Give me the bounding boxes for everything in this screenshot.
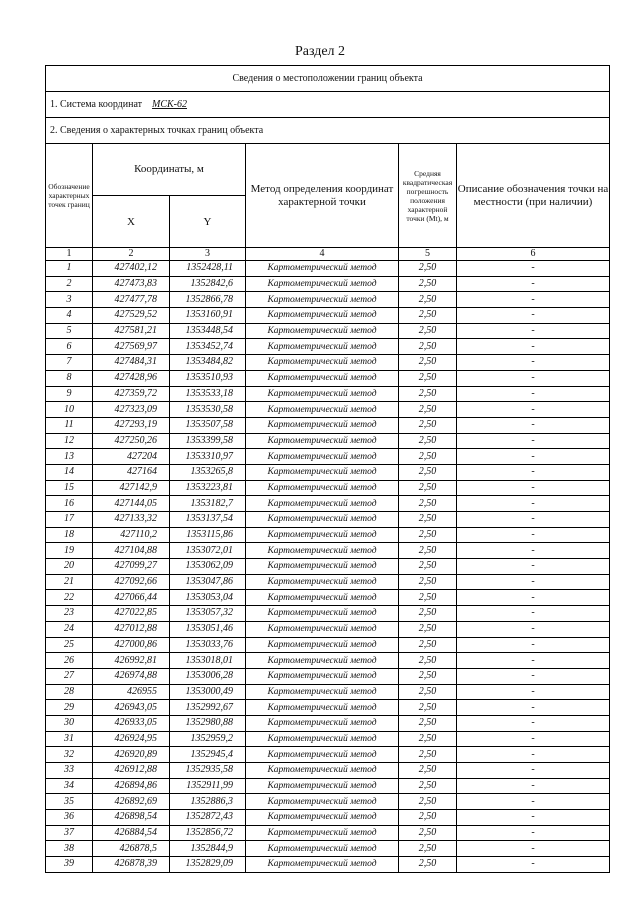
- x-coordinate: 427104,88: [93, 543, 170, 559]
- y-coordinate: 1353265,8: [170, 464, 246, 480]
- x-coordinate: 427110,2: [93, 527, 170, 543]
- table-row: [46, 810, 610, 826]
- header-point-id: Обозначение характерных точек границ: [46, 144, 93, 248]
- table-row: [46, 308, 610, 324]
- y-coordinate: 1352945,4: [170, 747, 246, 763]
- column-number: 5: [399, 248, 457, 261]
- y-coordinate: 1353018,01: [170, 653, 246, 669]
- point-number: 16: [46, 496, 93, 512]
- point-number: 3: [46, 292, 93, 308]
- method-cell: Картометрический метод: [246, 276, 399, 292]
- y-coordinate: 1352866,78: [170, 292, 246, 308]
- error-cell: 2,50: [399, 386, 457, 402]
- x-coordinate: 427000,86: [93, 637, 170, 653]
- x-coordinate: 427529,52: [93, 308, 170, 324]
- x-coordinate: 427581,21: [93, 323, 170, 339]
- table-row: [46, 261, 610, 277]
- point-number: 24: [46, 621, 93, 637]
- method-cell: Картометрический метод: [246, 512, 399, 528]
- y-coordinate: 1353072,01: [170, 543, 246, 559]
- error-cell: 2,50: [399, 857, 457, 873]
- y-coordinate: 1353062,09: [170, 559, 246, 575]
- method-cell: Картометрический метод: [246, 559, 399, 575]
- point-number: 6: [46, 339, 93, 355]
- y-coordinate: 1353057,32: [170, 606, 246, 622]
- description-cell: -: [457, 810, 610, 826]
- description-cell: -: [457, 449, 610, 465]
- y-coordinate: 1353530,58: [170, 402, 246, 418]
- description-cell: -: [457, 637, 610, 653]
- description-cell: -: [457, 841, 610, 857]
- error-cell: 2,50: [399, 825, 457, 841]
- point-number: 9: [46, 386, 93, 402]
- error-cell: 2,50: [399, 355, 457, 371]
- y-coordinate: 1353160,91: [170, 308, 246, 324]
- y-coordinate: 1353053,04: [170, 590, 246, 606]
- y-coordinate: 1352829,09: [170, 857, 246, 873]
- method-cell: Картометрический метод: [246, 574, 399, 590]
- table-row: [46, 574, 610, 590]
- table-row: [46, 417, 610, 433]
- description-cell: -: [457, 621, 610, 637]
- method-cell: Картометрический метод: [246, 323, 399, 339]
- method-cell: Картометрический метод: [246, 684, 399, 700]
- table-row: [46, 857, 610, 873]
- y-coordinate: 1353448,54: [170, 323, 246, 339]
- description-cell: -: [457, 355, 610, 371]
- error-cell: 2,50: [399, 574, 457, 590]
- y-coordinate: 1352959,2: [170, 731, 246, 747]
- method-cell: Картометрический метод: [246, 715, 399, 731]
- point-number: 33: [46, 763, 93, 779]
- error-cell: 2,50: [399, 747, 457, 763]
- point-number: 25: [46, 637, 93, 653]
- error-cell: 2,50: [399, 763, 457, 779]
- y-coordinate: 1353399,58: [170, 433, 246, 449]
- table-row: [46, 668, 610, 684]
- description-cell: -: [457, 292, 610, 308]
- error-cell: 2,50: [399, 543, 457, 559]
- x-coordinate: 427133,32: [93, 512, 170, 528]
- x-coordinate: 426955: [93, 684, 170, 700]
- method-cell: Картометрический метод: [246, 433, 399, 449]
- error-cell: 2,50: [399, 276, 457, 292]
- description-cell: -: [457, 433, 610, 449]
- description-cell: -: [457, 606, 610, 622]
- description-cell: -: [457, 747, 610, 763]
- y-coordinate: 1352872,43: [170, 810, 246, 826]
- column-number: 3: [170, 248, 246, 261]
- point-number: 30: [46, 715, 93, 731]
- header-description: Описание обозначения точки на местности (при наличии): [457, 144, 610, 248]
- method-cell: Картометрический метод: [246, 417, 399, 433]
- table-row: [46, 402, 610, 418]
- error-cell: 2,50: [399, 512, 457, 528]
- error-cell: 2,50: [399, 653, 457, 669]
- method-cell: Картометрический метод: [246, 261, 399, 277]
- point-number: 7: [46, 355, 93, 371]
- points-heading: 2. Сведения о характерных точках границ объекта: [46, 118, 610, 144]
- header-error: Средняя квадратическая погрешность положения характерной точки (Mt), м: [399, 144, 457, 248]
- point-number: 22: [46, 590, 93, 606]
- error-cell: 2,50: [399, 700, 457, 716]
- method-cell: Картометрический метод: [246, 700, 399, 716]
- description-cell: -: [457, 684, 610, 700]
- table-row: [46, 527, 610, 543]
- point-number: 31: [46, 731, 93, 747]
- method-cell: Картометрический метод: [246, 621, 399, 637]
- column-numbers-row: [46, 248, 610, 261]
- point-number: 21: [46, 574, 93, 590]
- header-y: Y: [170, 196, 246, 248]
- y-coordinate: 1352856,72: [170, 825, 246, 841]
- error-cell: 2,50: [399, 402, 457, 418]
- point-number: 36: [46, 810, 93, 826]
- x-coordinate: 426920,89: [93, 747, 170, 763]
- point-number: 17: [46, 512, 93, 528]
- x-coordinate: 427144,05: [93, 496, 170, 512]
- point-number: 27: [46, 668, 93, 684]
- point-number: 23: [46, 606, 93, 622]
- x-coordinate: 427402,12: [93, 261, 170, 277]
- x-coordinate: 426924,95: [93, 731, 170, 747]
- description-cell: -: [457, 653, 610, 669]
- description-cell: -: [457, 668, 610, 684]
- y-coordinate: 1352886,3: [170, 794, 246, 810]
- x-coordinate: 426943,05: [93, 700, 170, 716]
- y-coordinate: 1352992,67: [170, 700, 246, 716]
- point-number: 19: [46, 543, 93, 559]
- description-cell: -: [457, 574, 610, 590]
- x-coordinate: 427099,27: [93, 559, 170, 575]
- x-coordinate: 427012,88: [93, 621, 170, 637]
- x-coordinate: 427473,83: [93, 276, 170, 292]
- description-cell: -: [457, 496, 610, 512]
- error-cell: 2,50: [399, 261, 457, 277]
- error-cell: 2,50: [399, 778, 457, 794]
- table-row: [46, 559, 610, 575]
- method-cell: Картометрический метод: [246, 825, 399, 841]
- method-cell: Картометрический метод: [246, 449, 399, 465]
- error-cell: 2,50: [399, 637, 457, 653]
- x-coordinate: 426898,54: [93, 810, 170, 826]
- error-cell: 2,50: [399, 590, 457, 606]
- description-cell: -: [457, 857, 610, 873]
- method-cell: Картометрический метод: [246, 590, 399, 606]
- table-row: [46, 606, 610, 622]
- y-coordinate: 1352428,11: [170, 261, 246, 277]
- method-cell: Картометрический метод: [246, 810, 399, 826]
- table-row: [46, 292, 610, 308]
- x-coordinate: 426992,81: [93, 653, 170, 669]
- table-row: [46, 841, 610, 857]
- x-coordinate: 426892,69: [93, 794, 170, 810]
- point-number: 10: [46, 402, 93, 418]
- error-cell: 2,50: [399, 323, 457, 339]
- error-cell: 2,50: [399, 417, 457, 433]
- method-cell: Картометрический метод: [246, 653, 399, 669]
- error-cell: 2,50: [399, 464, 457, 480]
- x-coordinate: 426974,88: [93, 668, 170, 684]
- point-number: 29: [46, 700, 93, 716]
- y-coordinate: 1353310,97: [170, 449, 246, 465]
- column-number: 2: [93, 248, 170, 261]
- x-coordinate: 426878,5: [93, 841, 170, 857]
- description-cell: -: [457, 261, 610, 277]
- method-cell: Картометрический метод: [246, 355, 399, 371]
- error-cell: 2,50: [399, 527, 457, 543]
- y-coordinate: 1352935,58: [170, 763, 246, 779]
- point-number: 26: [46, 653, 93, 669]
- method-cell: Картометрический метод: [246, 527, 399, 543]
- point-number: 15: [46, 480, 93, 496]
- point-number: 14: [46, 464, 93, 480]
- x-coordinate: 427477,78: [93, 292, 170, 308]
- table-row: [46, 464, 610, 480]
- y-coordinate: 1352842,6: [170, 276, 246, 292]
- point-number: 11: [46, 417, 93, 433]
- description-cell: -: [457, 700, 610, 716]
- x-coordinate: 427204: [93, 449, 170, 465]
- table-row: [46, 763, 610, 779]
- table-row: [46, 621, 610, 637]
- point-number: 13: [46, 449, 93, 465]
- point-number: 1: [46, 261, 93, 277]
- point-number: 5: [46, 323, 93, 339]
- description-cell: -: [457, 370, 610, 386]
- point-number: 39: [46, 857, 93, 873]
- x-coordinate: 426912,88: [93, 763, 170, 779]
- error-cell: 2,50: [399, 794, 457, 810]
- table-row: [46, 355, 610, 371]
- table-row: [46, 370, 610, 386]
- x-coordinate: 427428,96: [93, 370, 170, 386]
- point-number: 8: [46, 370, 93, 386]
- table-row: [46, 684, 610, 700]
- description-cell: -: [457, 323, 610, 339]
- point-number: 28: [46, 684, 93, 700]
- method-cell: Картометрический метод: [246, 370, 399, 386]
- point-number: 4: [46, 308, 93, 324]
- error-cell: 2,50: [399, 480, 457, 496]
- description-cell: -: [457, 402, 610, 418]
- x-coordinate: 427092,66: [93, 574, 170, 590]
- method-cell: Картометрический метод: [246, 496, 399, 512]
- method-cell: Картометрический метод: [246, 543, 399, 559]
- x-coordinate: 427569,97: [93, 339, 170, 355]
- x-coordinate: 426894,86: [93, 778, 170, 794]
- coord-system-line: [46, 92, 610, 118]
- table-row: [46, 747, 610, 763]
- description-cell: -: [457, 715, 610, 731]
- table-row: [46, 323, 610, 339]
- header-method: Метод определения координат характерной точки: [246, 144, 399, 248]
- method-cell: Картометрический метод: [246, 794, 399, 810]
- point-number: 12: [46, 433, 93, 449]
- header-x: X: [93, 196, 170, 248]
- description-cell: -: [457, 778, 610, 794]
- x-coordinate: 427250,26: [93, 433, 170, 449]
- table-row: [46, 496, 610, 512]
- description-cell: -: [457, 763, 610, 779]
- y-coordinate: 1353507,58: [170, 417, 246, 433]
- error-cell: 2,50: [399, 496, 457, 512]
- method-cell: Картометрический метод: [246, 386, 399, 402]
- y-coordinate: 1353452,74: [170, 339, 246, 355]
- point-number: 20: [46, 559, 93, 575]
- description-cell: -: [457, 308, 610, 324]
- description-cell: -: [457, 480, 610, 496]
- table-row: [46, 512, 610, 528]
- method-cell: Картометрический метод: [246, 841, 399, 857]
- y-coordinate: 1353137,54: [170, 512, 246, 528]
- column-number: 1: [46, 248, 93, 261]
- point-number: 35: [46, 794, 93, 810]
- table-row: [46, 480, 610, 496]
- point-number: 37: [46, 825, 93, 841]
- y-coordinate: 1352980,88: [170, 715, 246, 731]
- y-coordinate: 1353510,93: [170, 370, 246, 386]
- point-number: 2: [46, 276, 93, 292]
- description-cell: -: [457, 386, 610, 402]
- description-cell: -: [457, 464, 610, 480]
- table-row: [46, 433, 610, 449]
- y-coordinate: 1353047,86: [170, 574, 246, 590]
- method-cell: Картометрический метод: [246, 480, 399, 496]
- method-cell: Картометрический метод: [246, 402, 399, 418]
- table-row: [46, 794, 610, 810]
- method-cell: Картометрический метод: [246, 292, 399, 308]
- x-coordinate: 426884,54: [93, 825, 170, 841]
- y-coordinate: 1353033,76: [170, 637, 246, 653]
- method-cell: Картометрический метод: [246, 637, 399, 653]
- boundary-points-table: [45, 65, 610, 873]
- y-coordinate: 1353484,82: [170, 355, 246, 371]
- error-cell: 2,50: [399, 731, 457, 747]
- description-cell: -: [457, 794, 610, 810]
- point-number: 34: [46, 778, 93, 794]
- error-cell: 2,50: [399, 841, 457, 857]
- x-coordinate: 427164: [93, 464, 170, 480]
- table-row: [46, 653, 610, 669]
- x-coordinate: 427066,44: [93, 590, 170, 606]
- y-coordinate: 1353051,46: [170, 621, 246, 637]
- y-coordinate: 1352844,9: [170, 841, 246, 857]
- column-number: 6: [457, 248, 610, 261]
- x-coordinate: 427293,19: [93, 417, 170, 433]
- error-cell: 2,50: [399, 339, 457, 355]
- column-number: 4: [246, 248, 399, 261]
- method-cell: Картометрический метод: [246, 606, 399, 622]
- error-cell: 2,50: [399, 621, 457, 637]
- method-cell: Картометрический метод: [246, 464, 399, 480]
- error-cell: 2,50: [399, 715, 457, 731]
- error-cell: 2,50: [399, 668, 457, 684]
- point-number: 38: [46, 841, 93, 857]
- method-cell: Картометрический метод: [246, 747, 399, 763]
- x-coordinate: 427484,31: [93, 355, 170, 371]
- table-row: [46, 700, 610, 716]
- error-cell: 2,50: [399, 433, 457, 449]
- method-cell: Картометрический метод: [246, 668, 399, 684]
- method-cell: Картометрический метод: [246, 778, 399, 794]
- method-cell: Картометрический метод: [246, 308, 399, 324]
- table-title: Сведения о местоположении границ объекта: [46, 66, 610, 92]
- coord-system-value: МСК-62: [152, 99, 188, 110]
- table-row: [46, 386, 610, 402]
- description-cell: -: [457, 527, 610, 543]
- y-coordinate: 1353182,7: [170, 496, 246, 512]
- description-cell: -: [457, 825, 610, 841]
- method-cell: Картометрический метод: [246, 763, 399, 779]
- y-coordinate: 1353000,49: [170, 684, 246, 700]
- description-cell: -: [457, 339, 610, 355]
- x-coordinate: 427359,72: [93, 386, 170, 402]
- description-cell: -: [457, 731, 610, 747]
- x-coordinate: 427142,9: [93, 480, 170, 496]
- table-row: [46, 276, 610, 292]
- header-coords: Координаты, м: [93, 144, 246, 196]
- point-number: 18: [46, 527, 93, 543]
- table-row: [46, 449, 610, 465]
- point-number: 32: [46, 747, 93, 763]
- description-cell: -: [457, 590, 610, 606]
- error-cell: 2,50: [399, 559, 457, 575]
- x-coordinate: 426878,39: [93, 857, 170, 873]
- description-cell: -: [457, 512, 610, 528]
- description-cell: -: [457, 559, 610, 575]
- error-cell: 2,50: [399, 370, 457, 386]
- method-cell: Картометрический метод: [246, 731, 399, 747]
- table-row: [46, 778, 610, 794]
- y-coordinate: 1353533,18: [170, 386, 246, 402]
- y-coordinate: 1353223,81: [170, 480, 246, 496]
- x-coordinate: 426933,05: [93, 715, 170, 731]
- error-cell: 2,50: [399, 606, 457, 622]
- table-row: [46, 715, 610, 731]
- section-title: Раздел 2: [294, 44, 346, 59]
- table-row: [46, 825, 610, 841]
- table-row: [46, 637, 610, 653]
- error-cell: 2,50: [399, 308, 457, 324]
- error-cell: 2,50: [399, 684, 457, 700]
- x-coordinate: 427323,09: [93, 402, 170, 418]
- error-cell: 2,50: [399, 810, 457, 826]
- error-cell: 2,50: [399, 449, 457, 465]
- y-coordinate: 1353006,28: [170, 668, 246, 684]
- error-cell: 2,50: [399, 292, 457, 308]
- table-row: [46, 543, 610, 559]
- y-coordinate: 1353115,86: [170, 527, 246, 543]
- method-cell: Картометрический метод: [246, 857, 399, 873]
- table-row: [46, 590, 610, 606]
- table-row: [46, 339, 610, 355]
- method-cell: Картометрический метод: [246, 339, 399, 355]
- coord-system-label: 1. Система координат: [50, 99, 143, 110]
- description-cell: -: [457, 543, 610, 559]
- description-cell: -: [457, 276, 610, 292]
- x-coordinate: 427022,85: [93, 606, 170, 622]
- y-coordinate: 1352911,99: [170, 778, 246, 794]
- description-cell: -: [457, 417, 610, 433]
- table-row: [46, 731, 610, 747]
